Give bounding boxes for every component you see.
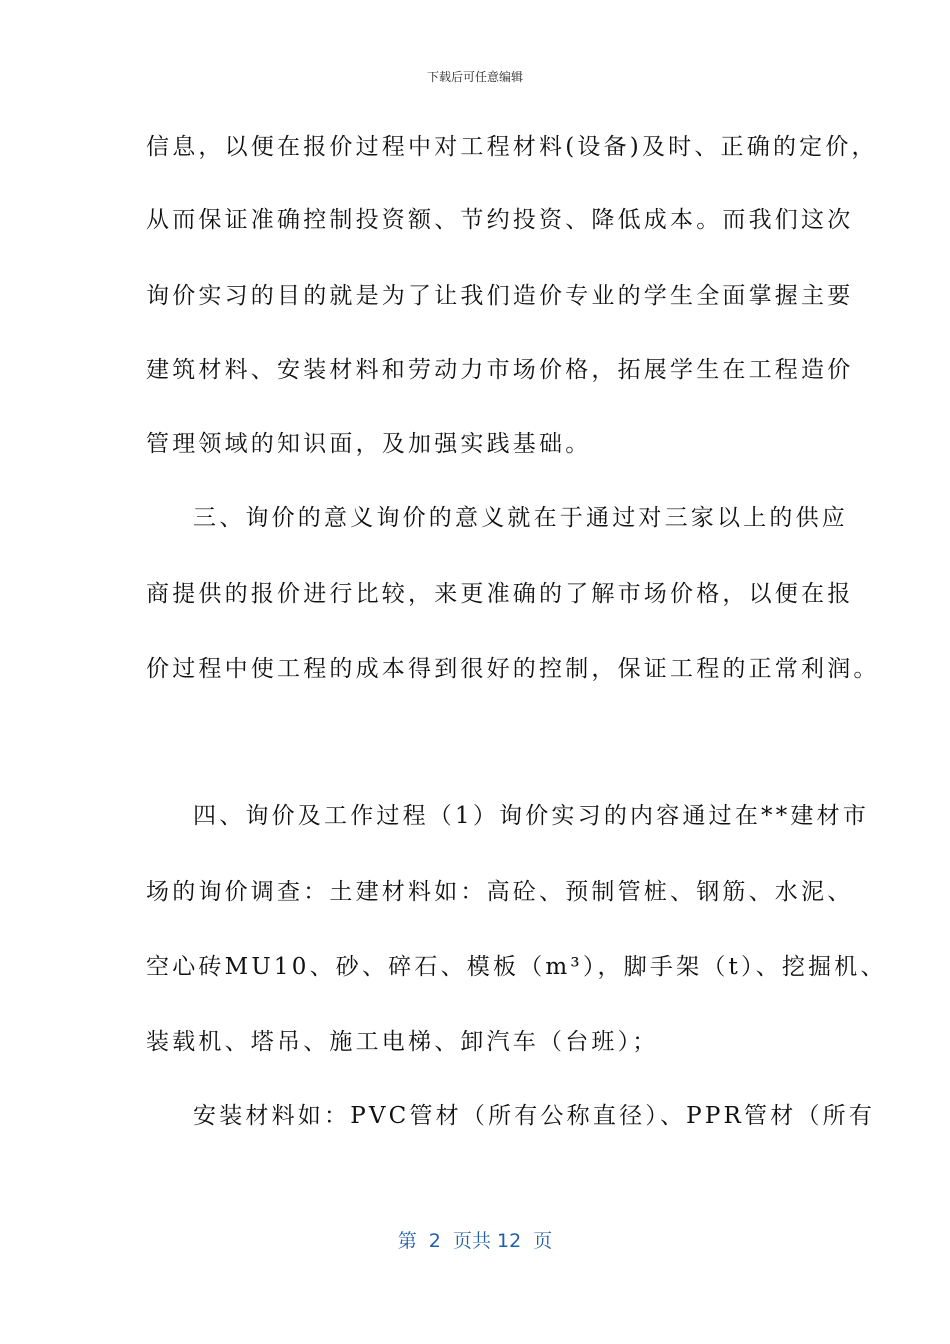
text-line-5: 管理领域的知识面，及加强实践基础。 xyxy=(146,431,592,457)
text-line-8: 价过程中使工程的成本得到很好的控制，保证工程的正常利润。 xyxy=(146,656,880,682)
text-line-4: 建筑材料、安装材料和劳动力市场价格，拓展学生在工程造价 xyxy=(146,357,854,383)
text-line-2: 从而保证准确控制投资额、节约投资、降低成本。而我们这次 xyxy=(146,207,854,233)
text-line-7: 商提供的报价进行比较，来更准确的了解市场价格，以便在报 xyxy=(146,581,854,607)
text-line-10: 场的询价调查：土建材料如：高砼、预制管桩、钢筋、水泥、 xyxy=(146,879,854,905)
text-line-1: 信息，以便在报价过程中对工程材料(设备)及时、正确的定价， xyxy=(146,134,878,160)
text-line-6: 三、询价的意义询价的意义就在于通过对三家以上的供应 xyxy=(193,505,848,531)
text-line-3: 询价实习的目的就是为了让我们造价专业的学生全面掌握主要 xyxy=(146,283,854,309)
text-line-11: 空心砖MU10、砂、碎石、模板（m³），脚手架（t）、挖掘机、 xyxy=(146,954,887,980)
text-line-12: 装载机、塔吊、施工电梯、卸汽车（台班）； xyxy=(146,1029,659,1055)
page-header: 下载后可任意编辑 xyxy=(426,70,523,84)
page-number-footer: 第 2 页共 12 页 xyxy=(397,1230,553,1252)
text-line-9: 四、询价及工作过程（1）询价实习的内容通过在**建材市 xyxy=(193,803,870,829)
text-line-13: 安装材料如：PVC管材（所有公称直径）、PPR管材（所有 xyxy=(193,1103,876,1129)
